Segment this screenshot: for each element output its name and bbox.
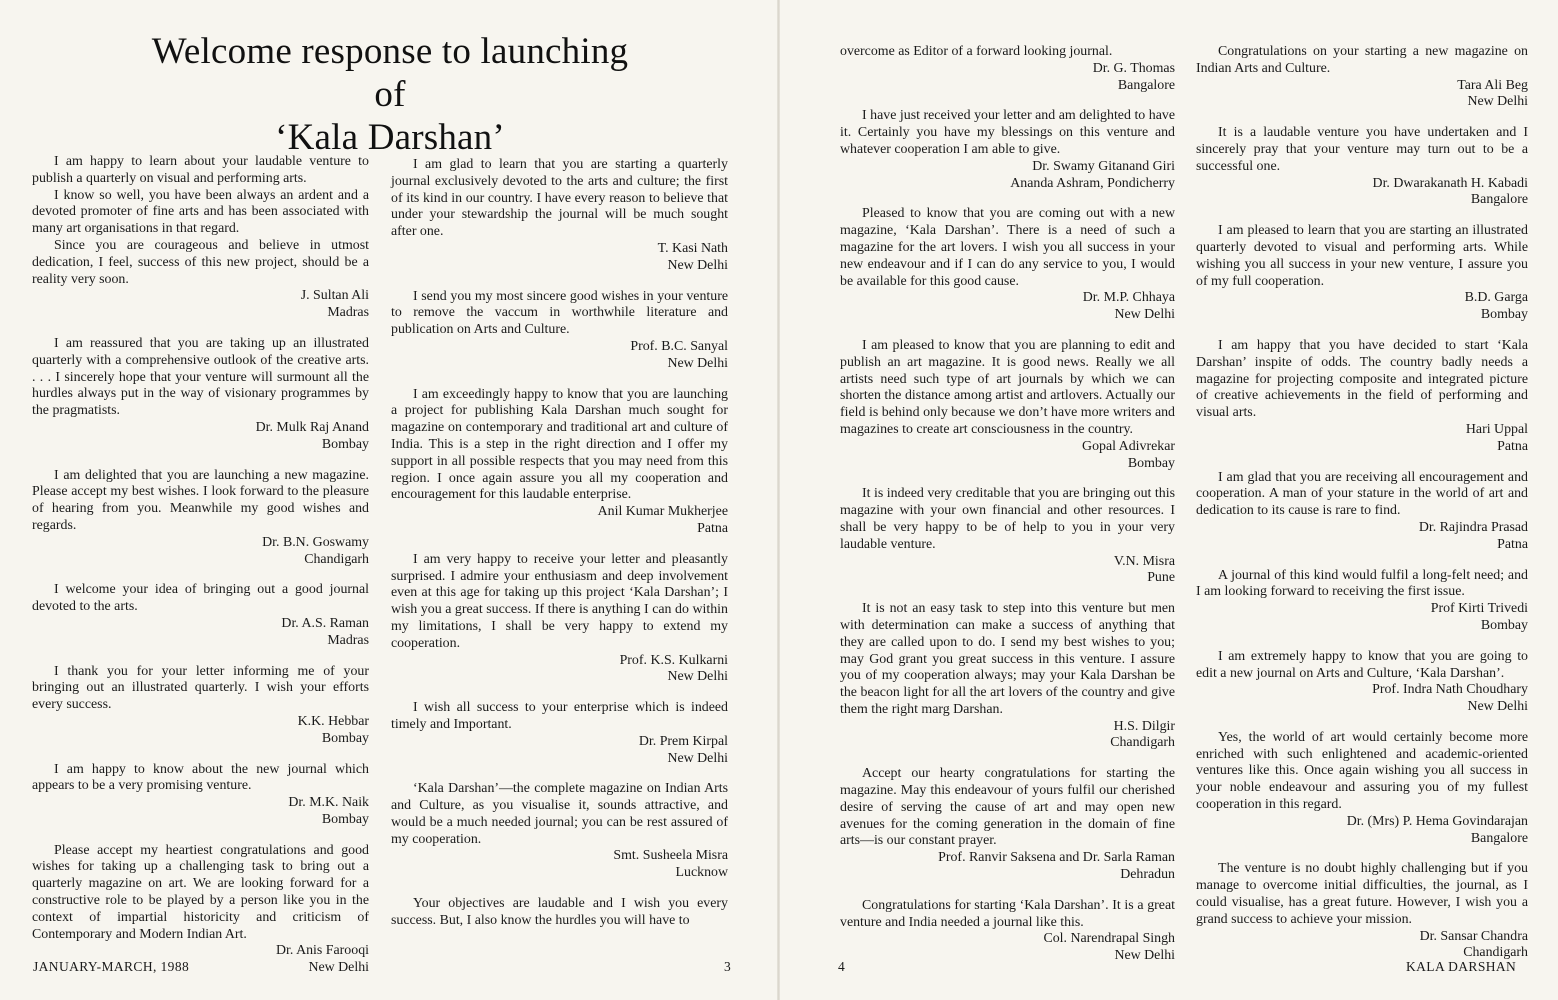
signatory-name: Dr. Swamy Gitanand Giri xyxy=(1032,158,1175,174)
letter xyxy=(391,157,728,275)
letter xyxy=(840,486,1175,587)
signatory-name: Prof. B.C. Sanyal xyxy=(630,338,728,354)
signatory-name: K.K. Hebbar xyxy=(297,713,369,729)
letter-text: I am happy to know about the new journal which appears to be a very promising venture. xyxy=(32,761,369,794)
signatory-place: Chandigarh xyxy=(1463,945,1528,961)
signatory-place: Pune xyxy=(1147,570,1175,586)
letter-text: It is not an easy task to step into this venture but men with determination can make a success of anything that they are called upon to do. I send my best wishes to you; may God grant you great success in this venture. I assure you of my cooperation always; may your Kala Darshan be the beacon light for all the art lovers of the country and give them the right marg Darshan. xyxy=(840,601,1175,717)
letter xyxy=(1196,730,1528,848)
letter xyxy=(32,664,369,748)
signatory-name: Dr. Sansar Chandra xyxy=(1419,928,1528,944)
letter xyxy=(1196,125,1528,209)
signatory-place: Madras xyxy=(327,305,369,321)
letter-text: I know so well, you have been always an ardent and a devoted promoter of fine arts and has been associated with many art organisations in that regard. xyxy=(32,187,369,237)
signatory-name: Prof. Ranvir Saksena and Dr. Sarla Raman xyxy=(938,850,1175,866)
letter-text: I welcome your idea of bringing out a good journal devoted to the arts. xyxy=(32,582,369,615)
letter-text: overcome as Editor of a forward looking journal. xyxy=(840,44,1113,59)
signatory-place: Madras xyxy=(327,632,369,648)
signatory-place: Bombay xyxy=(1127,455,1175,471)
letter xyxy=(391,552,728,686)
letter-text: ‘Kala Darshan’—the complete magazine on Indian Arts and Culture, as you visualise it, sounds attractive, and would be a much needed journal; you can be rest assured of my cooperation. xyxy=(391,781,728,847)
letter xyxy=(391,700,728,767)
letter-text: Congratulations for starting ‘Kala Darshan’. It is a great venture and India needed a journal like this. xyxy=(840,897,1175,930)
signatory-name: Dr. M.P. Chhaya xyxy=(1082,290,1175,306)
letter xyxy=(1196,44,1528,111)
signatory-name: J. Sultan Ali xyxy=(300,288,369,304)
signatory-place: New Delhi xyxy=(667,750,728,766)
signatory-name: Anil Kumar Mukherjee xyxy=(597,504,728,520)
page-number-left: 3 xyxy=(724,959,732,974)
signatory-name: Prof. K.S. Kulkarni xyxy=(619,652,728,668)
letter xyxy=(840,898,1175,965)
signatory-name: Dr. A.S. Raman xyxy=(281,615,369,631)
letter xyxy=(1196,568,1528,635)
signatory-name: Col. Narendrapal Singh xyxy=(1043,931,1175,947)
letter-text: I am very happy to receive your letter and pleasantly surprised. I admire your enthusiasm and deep involvement even at this age for taking up this project ‘Kala Darshan’; I wish you a great success. If there is anything I can do within my limitations, I shall be very happy to extend my cooperation. xyxy=(391,551,728,651)
signatory-place: New Delhi xyxy=(1114,307,1175,323)
signatory-place: Dehradun xyxy=(1120,867,1175,883)
letter-text: It is indeed very creditable that you are bringing out this magazine with your own financial and other resources. I shall be very happy to be of help to you in your very laudable venture. xyxy=(840,486,1175,552)
letter xyxy=(1196,861,1528,962)
magazine-name: KALA DARSHAN xyxy=(1406,959,1517,974)
signatory-name: Dr. Mulk Raj Anand xyxy=(255,419,369,435)
letter-text: I have just received your letter and am delighted to have it. Certainly you have my blessings on this venture and whatever cooperation I am able to give. xyxy=(840,108,1175,157)
letter xyxy=(840,44,1175,94)
letter xyxy=(1196,338,1528,456)
column-4 xyxy=(1196,44,1528,976)
signatory-name: Hari Uppal xyxy=(1465,421,1528,437)
letter-text: Please accept my heartiest congratulations and good wishes for taking up a challenging task to bring out a quarterly magazine on art. We are looking forward for a constructive role to be played by a person like you in the context of impartial historicity and criticism of Contemporary and Modern Indian Art. xyxy=(32,842,369,942)
column-3 xyxy=(840,44,1175,979)
signatory-place: Bombay xyxy=(321,730,369,746)
signatory-name: Dr. Rajindra Prasad xyxy=(1418,519,1528,535)
letter-text: Pleased to know that you are coming out with a new magazine, ‘Kala Darshan’. There is a need of such a magazine for the art lovers. I wish you all success in your new endeavour and if I can do any service to you, I would be available for this good cause. xyxy=(840,206,1175,289)
signatory-name: H.S. Dilgir xyxy=(1113,718,1175,734)
letter-text: Your objectives are laudable and I wish you every success. But, I also know the hurdles you will have to xyxy=(391,896,728,928)
column-1 xyxy=(32,154,369,991)
signatory-place: New Delhi xyxy=(308,960,369,976)
signatory-place: Patna xyxy=(697,520,728,536)
letter xyxy=(1196,649,1528,716)
letter xyxy=(840,766,1175,884)
letter-text: I am glad that you are receiving all encouragement and cooperation. A man of your stature in the world of art and dedication to its cause is rare to find. xyxy=(1196,469,1528,519)
letter-text: A journal of this kind would fulfil a long-felt need; and I am looking forward to receiving the first issue. xyxy=(1196,567,1528,600)
letter xyxy=(391,289,728,373)
letter-text: I am happy that you have decided to start ‘Kala Darshan’ inspite of odds. The country badly needs a magazine for projecting composite and integrated picture of creative achievements in the field of performing and visual arts. xyxy=(1196,337,1528,421)
letter-text: I thank you for your letter informing me of your bringing out an illustrated quarterly. I wish your efforts every success. xyxy=(32,663,369,713)
signatory-place: New Delhi xyxy=(1114,948,1175,964)
signatory-name: Dr. G. Thomas xyxy=(1092,60,1175,76)
letter xyxy=(1196,470,1528,554)
letter-text: Congratulations on your starting a new magazine on Indian Arts and Culture. xyxy=(1196,44,1528,76)
signatory-name: Dr. B.N. Goswamy xyxy=(262,534,369,550)
letter xyxy=(391,387,728,538)
letter xyxy=(391,781,728,882)
signatory-name: Tara Ali Beg xyxy=(1457,77,1528,93)
letter-text: I am reassured that you are taking up an illustrated quarterly with a comprehensive outlook of the creative arts. . . . I sincerely hope that your venture will surmount all the hurdles always put in the way of visionary programmes by the pragmatists. xyxy=(32,335,369,419)
signatory-place: Lucknow xyxy=(675,865,728,881)
letter xyxy=(840,108,1175,192)
letter-text: Accept our hearty congratulations for starting the magazine. May this endeavour of yours fulfil our cherished desire of serving the cause of art and may open new avenues for the coming generation in the domain of fine arts—is our constant prayer. xyxy=(840,766,1175,849)
letter xyxy=(32,843,369,977)
letter xyxy=(840,338,1175,472)
letter-text: I am happy to learn about your laudable venture to publish a quarterly on visual and performing arts. xyxy=(32,154,369,186)
signatory-name: Dr. (Mrs) P. Hema Govindarajan xyxy=(1346,813,1528,829)
signatory-place: New Delhi xyxy=(1467,94,1528,110)
letter xyxy=(391,896,728,930)
signatory-place: Bangalore xyxy=(1470,192,1528,208)
letter xyxy=(32,582,369,649)
page-number-right: 4 xyxy=(838,959,846,974)
letter-text: I am pleased to learn that you are starting an illustrated quarterly devoted to visual and performing arts. While wishing you all success in your new venture, I assure you of my full cooperation. xyxy=(1196,223,1528,289)
signatory-name: Prof. Indra Nath Choudhary xyxy=(1372,682,1528,698)
letter-text: I send you my most sincere good wishes in your venture to remove the vaccum in worthwhile literature and publication on Arts and Culture. xyxy=(391,288,728,338)
letter-text: I am pleased to know that you are planning to edit and publish an art magazine. It is good news. Really we all artists need such type of art journals by which we can shorten the distance among artist and artlovers. Actually our field is behind only because we don’t have more writers and magazines to create art consciousness in the country. xyxy=(840,337,1175,437)
letter xyxy=(32,154,369,322)
signatory-place: Bangalore xyxy=(1470,830,1528,846)
signatory-place: Patna xyxy=(1497,438,1528,454)
page-title: Welcome response to launching of ‘Kala Darshan’ xyxy=(151,31,629,158)
letter xyxy=(840,206,1175,324)
signatory-name: V.N. Misra xyxy=(1113,553,1175,569)
letter xyxy=(32,762,369,829)
signatory-place: New Delhi xyxy=(1467,699,1528,715)
signatory-place: Patna xyxy=(1497,536,1528,552)
signatory-place: Ananda Ashram, Pondicherry xyxy=(1010,175,1175,191)
letter xyxy=(32,468,369,569)
letter-text: I am delighted that you are launching a new magazine. Please accept my best wishes. I look forward to the pleasure of hearing from you. Meanwhile my good wishes and regards. xyxy=(32,467,369,533)
signatory-place: New Delhi xyxy=(667,669,728,685)
letter xyxy=(840,601,1175,752)
letter-text: I am glad to learn that you are starting a quarterly journal exclusively devoted to the arts and culture; the first of its kind in our country. I have every reason to believe that under your stewardship the journal will be much sought after one. xyxy=(391,157,728,240)
signatory-name: Dr. Dwarakanath H. Kabadi xyxy=(1372,175,1528,191)
signatory-place: Bombay xyxy=(1480,307,1528,323)
letter-text: It is a laudable venture you have undertaken and I sincerely pray that your venture may turn out to be a successful one. xyxy=(1196,125,1528,174)
signatory-place: Chandigarh xyxy=(1110,735,1175,751)
letter xyxy=(32,336,369,454)
signatory-name: Dr. M.K. Naik xyxy=(288,795,369,811)
issue-date: JANUARY-MARCH, 1988 xyxy=(33,959,190,974)
letter xyxy=(1196,223,1528,324)
letter-text: The venture is no doubt highly challenging but if you manage to overcome initial difficulties, the journal, as I could visualise, has a great future. However, I wish you a grand success to achieve your mission. xyxy=(1196,861,1528,927)
signatory-name: Smt. Susheela Misra xyxy=(613,848,728,864)
signatory-name: Prof Kirti Trivedi xyxy=(1430,601,1528,617)
signatory-name: Dr. Prem Kirpal xyxy=(638,733,728,749)
letter-text: Yes, the world of art would certainly become more enriched with such enlightened and academic-oriented ventures like this. Once again wishing you all success in your noble endeavour and assuring you of my fullest cooperation in this regard. xyxy=(1196,729,1528,813)
signatory-name: Dr. Anis Farooqi xyxy=(276,943,369,959)
signatory-place: Bangalore xyxy=(1117,77,1175,93)
signatory-name: T. Kasi Nath xyxy=(657,240,728,256)
signatory-place: Chandigarh xyxy=(304,551,369,567)
signatory-place: New Delhi xyxy=(667,355,728,371)
signatory-place: New Delhi xyxy=(667,257,728,273)
letter-text: I am exceedingly happy to know that you are launching a project for publishing Kala Darshan much sought for magazine on contemporary and traditional art and culture of India. This is a step in the right direction and I offer my support in all possible respects that you may need from this region. I once again assure you all my cooperation and encouragement for this laudable enterprise. xyxy=(391,386,728,503)
signatory-name: B.D. Garga xyxy=(1464,290,1528,306)
signatory-place: Bombay xyxy=(321,436,369,452)
signatory-place: Bombay xyxy=(321,811,369,827)
column-2 xyxy=(391,157,728,944)
signatory-place: Bombay xyxy=(1480,617,1528,633)
letter-text: I am extremely happy to know that you are going to edit a new journal on Arts and Culture, ‘Kala Darshan’. xyxy=(1196,648,1528,681)
signatory-name: Gopal Adivrekar xyxy=(1082,438,1175,454)
letter-text: I wish all success to your enterprise which is indeed timely and Important. xyxy=(391,700,728,732)
letter-text: Since you are courageous and believe in utmost dedication, I feel, success of this new project, should be a reality very soon. xyxy=(32,237,369,287)
